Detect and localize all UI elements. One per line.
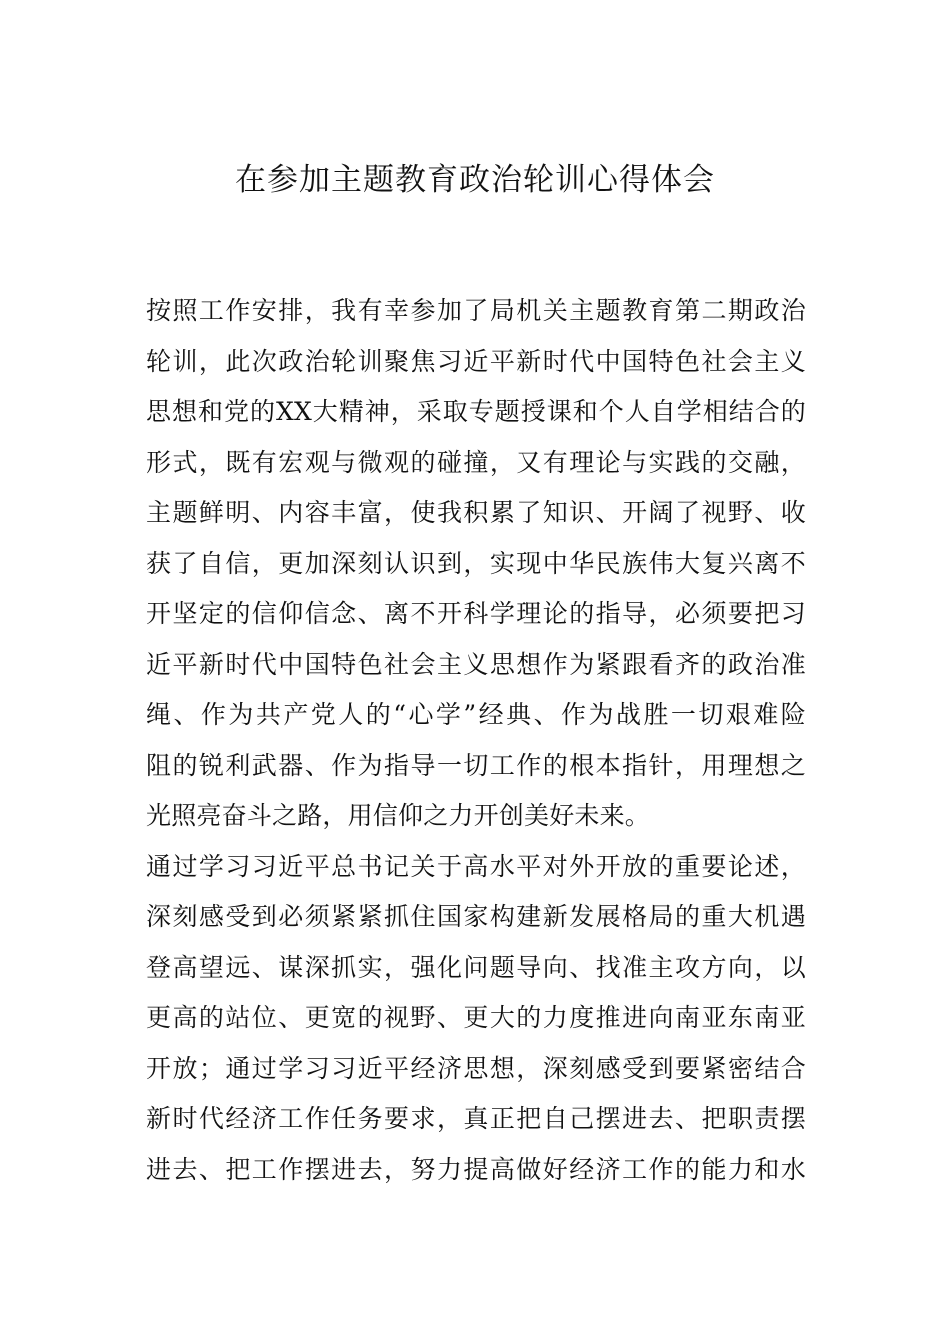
paragraph-line: 绳、作为共产党人的“心学”经典、作为战胜一切艰难险	[146, 700, 806, 729]
paragraph-line: 获了自信，更加深刻认识到，实现中华民族伟大复兴离不	[146, 548, 806, 578]
page-title: 在参加主题教育政治轮训心得体会	[235, 162, 715, 198]
paragraph-line: 轮训，此次政治轮训聚焦习近平新时代中国特色社会主义	[146, 346, 806, 376]
paragraph-line: 登高望远、谋深抓实，强化问题导向、找准主攻方向，以	[146, 952, 806, 982]
paragraph-line: 思想和党的XX大精神，采取专题授课和个人自学相结合的	[146, 397, 806, 426]
paragraph-line: 新时代经济工作任务要求，真正把自己摆进去、把职责摆	[146, 1104, 806, 1133]
paragraph-line: 通过学习习近平总书记关于高水平对外开放的重要论述，	[146, 851, 806, 881]
paragraph-line: 开坚定的信仰信念、离不开科学理论的指导，必须要把习	[146, 599, 806, 628]
paragraph-line: 更高的站位、更宽的视野、更大的力度推进向南亚东南亚	[146, 1003, 806, 1032]
paragraph-line: 形式，既有宏观与微观的碰撞，又有理论与实践的交融，	[146, 447, 806, 477]
paragraph-line: 深刻感受到必须紧紧抓住国家构建新发展格局的重大机遇	[146, 902, 806, 931]
paragraph-line: 进去、把工作摆进去，努力提高做好经济工作的能力和水	[146, 1154, 806, 1184]
paragraph-line: 近平新时代中国特色社会主义思想作为紧跟看齐的政治准	[146, 649, 806, 679]
paragraph-line: 光照亮奋斗之路，用信仰之力开创美好未来。	[146, 801, 651, 830]
document-body	[146, 286, 806, 1195]
paragraph-line: 开放；通过学习习近平经济思想，深刻感受到要紧密结合	[146, 1053, 806, 1083]
paragraph-line: 主题鲜明、内容丰富，使我积累了知识、开阔了视野、收	[146, 498, 806, 527]
paragraph-line: 按照工作安排，我有幸参加了局机关主题教育第二期政治	[146, 296, 806, 325]
paragraph-line: 阻的锐利武器、作为指导一切工作的根本指针，用理想之	[146, 750, 806, 780]
